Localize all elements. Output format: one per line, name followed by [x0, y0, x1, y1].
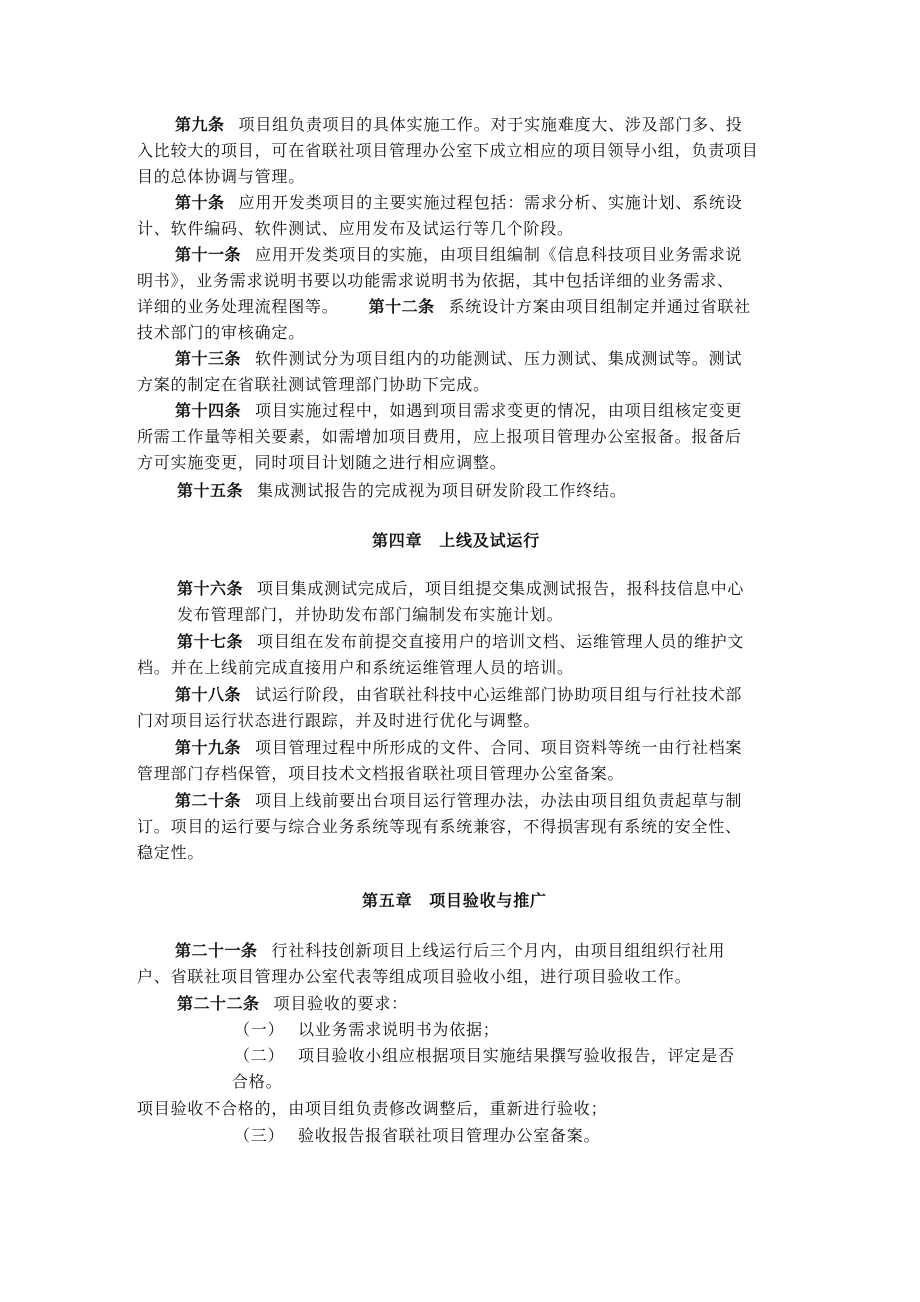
article-22-text-1: 项目验收的要求： [273, 994, 408, 1013]
item-3-text-1: 验收报告报省联社项目管理办公室备案。 [298, 1126, 601, 1145]
article-15-title: 第十五条 [177, 481, 244, 500]
article-10-title: 第十条 [175, 193, 225, 212]
item-2-line-2: 合格。 [232, 1072, 283, 1091]
item-2-line-1 [234, 1045, 735, 1067]
article-21-title: 第二十一条 [175, 941, 258, 960]
article-18-line-2: 门对项目运行状态进行跟踪，并及时进行优化与调整。 [137, 711, 541, 730]
article-21-line-2: 户、省联社项目管理办公室代表等组成项目验收小组，进行项目验收工作。 [137, 967, 692, 986]
article-10-line-1 [175, 192, 743, 214]
article-15-line-1 [177, 480, 627, 502]
chapter-5-heading: 第五章 项目验收与推广 [362, 891, 547, 910]
article-19-text-1: 项目管理过程中所形成的文件、合同、项目资料等统一由行社档案 [255, 738, 743, 757]
article-19-title: 第十九条 [175, 738, 242, 757]
article-15-text-1: 集成测试报告的完成视为项目研发阶段工作终结。 [257, 481, 627, 500]
article-11-text-1: 应用开发类项目的实施，由项目组编制《信息科技项目业务需求说 [255, 245, 743, 264]
article-13-line-2: 方案的制定在省联社测试管理部门协助下完成。 [137, 375, 490, 394]
article-14-text-1: 项目实施过程中，如遇到项目需求变更的情况，由项目组核定变更 [255, 401, 743, 420]
article-14-line-2: 所需工作量等相关要素，如需增加项目费用，应上报项目管理办公室报备。报备后 [137, 427, 742, 446]
article-18-line-1 [175, 684, 742, 706]
article-16-line-1 [177, 578, 744, 600]
article-20-line-2: 订。项目的运行要与综合业务系统等现有系统兼容，不得损害现有系统的安全性、 [137, 817, 742, 836]
article-10-text-1: 应用开发类项目的主要实施过程包括：需求分析、实施计划、系统设 [238, 193, 743, 212]
article-18-text-1: 试运行阶段，由省联社科技中心运维部门协助项目组与行社技术部 [255, 685, 743, 704]
article-21-line-1 [175, 940, 725, 962]
loose-note-line: 项目验收不合格的，由项目组负责修改调整后，重新进行验收； [137, 1099, 608, 1118]
article-17-text-1: 项目组在发布前提交直接用户的培训文档、运维管理人员的维护文 [257, 632, 745, 651]
article-11-line-3 [137, 296, 751, 318]
article-14-line-1 [175, 400, 742, 422]
article-22-line-1 [177, 993, 408, 1015]
article-12-line-2: 技术部门的审核确定。 [137, 323, 306, 342]
item-3-line-1 [234, 1125, 600, 1147]
article-9-title: 第九条 [175, 115, 225, 134]
item-2-text-1: 项目验收小组应根据项目实施结果撰写验收报告，评定是否 [298, 1046, 735, 1065]
article-17-title: 第十七条 [177, 632, 244, 651]
article-21-text-1: 行社科技创新项目上线运行后三个月内，由项目组组织行社用 [271, 941, 726, 960]
article-9-line-3: 目的总体协调与管理。 [137, 167, 306, 186]
article-11-line-2: 明书》，业务需求说明书要以功能需求说明书为依据，其中包括详细的业务需求、 [137, 271, 734, 290]
article-9-line-2: 入比较大的项目，可在省联社项目管理办公室下成立相应的项目领导小组，负责项目 [137, 141, 759, 160]
article-13-text-1: 软件测试分为项目组内的功能测试、压力测试、集成测试等。测试 [255, 349, 743, 368]
article-22-title: 第二十二条 [177, 994, 260, 1013]
article-16-line-2: 发布管理部门，并协助发布部门编制发布实施计划。 [177, 605, 564, 624]
article-13-title: 第十三条 [175, 349, 242, 368]
item-3-number: （三） [234, 1126, 285, 1145]
article-18-title: 第十八条 [175, 685, 242, 704]
article-10-line-2: 计、软件编码、软件测试、应用发布及试运行等几个阶段。 [137, 219, 574, 238]
article-12-title: 第十二条 [368, 297, 435, 316]
item-1-text-1: 以业务需求说明书为依据； [298, 1020, 500, 1039]
article-13-line-1 [175, 348, 742, 370]
item-1-number: （一） [234, 1020, 285, 1039]
article-20-line-1 [175, 790, 742, 812]
article-20-title: 第二十条 [175, 791, 242, 810]
article-20-line-3: 稳定性。 [137, 843, 205, 862]
article-12-text-1: 系统设计方案由项目组制定并通过省联社 [448, 297, 752, 316]
item-1-line-1 [234, 1019, 500, 1041]
article-9-text-1: 项目组负责项目的具体实施工作。对于实施难度大、涉及部门多、投 [238, 115, 743, 134]
article-11-title: 第十一条 [175, 245, 242, 264]
article-11-text-3: 详细的业务处理流程图等。 [137, 297, 339, 316]
chapter-4-heading: 第四章 上线及试运行 [372, 531, 541, 550]
article-9-line-1 [175, 114, 743, 136]
article-19-line-2: 管理部门存档保管，项目技术文档报省联社项目管理办公室备案。 [137, 764, 625, 783]
article-17-line-1 [177, 631, 744, 653]
article-17-line-2: 档。并在上线前完成直接用户和系统运维管理人员的培训。 [137, 658, 574, 677]
article-14-title: 第十四条 [175, 401, 242, 420]
article-14-line-3: 方可实施变更，同时项目计划随之进行相应调整。 [137, 453, 507, 472]
article-11-line-1 [175, 244, 742, 266]
article-16-title: 第十六条 [177, 579, 244, 598]
article-19-line-1 [175, 737, 742, 759]
article-20-text-1: 项目上线前要出台项目运行管理办法，办法由项目组负责起草与制 [255, 791, 743, 810]
article-16-text-1: 项目集成测试完成后，项目组提交集成测试报告，报科技信息中心 [257, 579, 745, 598]
item-2-number: （二） [234, 1046, 285, 1065]
